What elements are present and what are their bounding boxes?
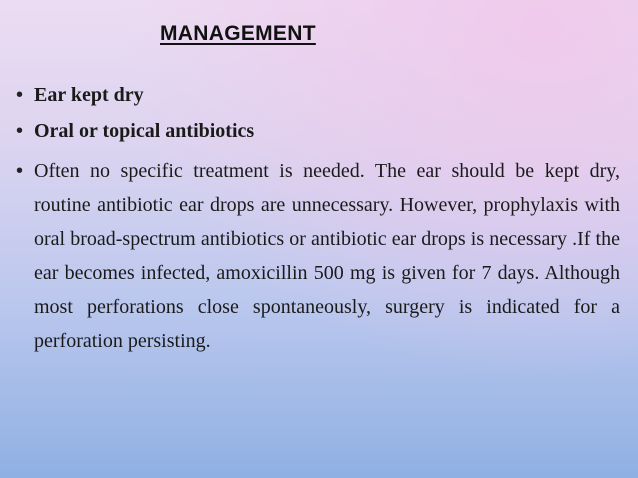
bullet-text: Oral or topical antibiotics <box>34 120 255 142</box>
bullet-item <box>16 82 620 108</box>
bullet-icon: • <box>16 160 24 182</box>
bullet-list <box>16 82 620 368</box>
bullet-text: Ear kept dry <box>34 84 144 106</box>
bullet-icon: • <box>16 84 24 106</box>
bullet-item <box>16 154 620 358</box>
bullet-item <box>16 118 620 144</box>
bullet-icon: • <box>16 120 24 142</box>
slide-title: MANAGEMENT <box>160 22 316 45</box>
bullet-paragraph: Often no specific treatment is needed. The ear should be kept dry, routine antibiotic ear drops are unnecessary. However, prophylaxis with oral broad-spectrum antibiotics or antibiotic ear drops is necessary .If the ear becomes infected, amoxicillin 500 mg is given for 7 days. Although most perforations close spontaneously, surgery is indicated for a perforation persisting. <box>34 160 620 352</box>
